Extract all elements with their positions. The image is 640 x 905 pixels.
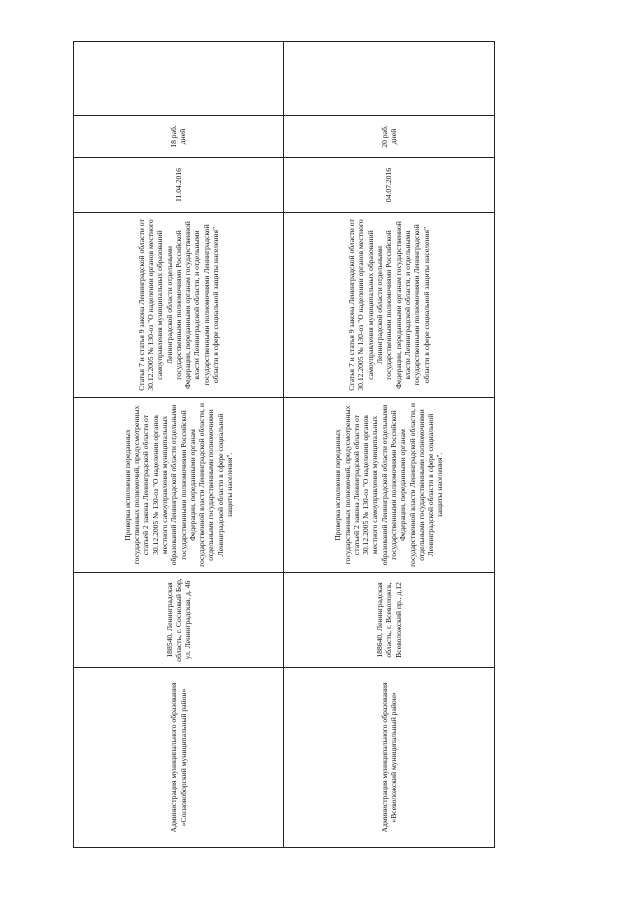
basis-cell: Статья 7 и статья 9 закона Ленинградской области от 30.12.2005 № 130-оз "О наделении органов местного самоуправления муниципальных образований Ленинградской области отдельными государственными полномочиями Российской Федерации, переданными органам государственной власти Ленинградской области, и отдельными государственными полномочиями Ленинградской области в сфере социальной защиты населения" xyxy=(284,213,495,398)
note-cell xyxy=(74,42,284,116)
subject-cell: Проверка исполнения переданных государственных полномочий, предусмотренных статьей 2 закона Ленинградской области от 30.12.2005 № 130-оз "О наделении органов местного самоуправления муниципальных образований Ленинградской области отдельными государственными полномочиями Российской Федерации, переданными органам государственной власти Ленинградской области, и отдельными государственными полномочиями Ленинградской области в сфере социальной защиты населения". xyxy=(284,398,495,573)
duration-cell xyxy=(74,116,284,158)
address-cell: 188540, Ленинградская область, г. Сосновый Бор, ул. Ленинградская, д. 46 xyxy=(74,573,284,668)
rotated-table-container xyxy=(73,42,484,848)
table-row xyxy=(74,42,284,848)
duration-cell xyxy=(284,116,495,158)
date-cell: 11.04.2016 xyxy=(74,158,284,213)
table-row xyxy=(284,42,495,848)
duration-text: 18 раб. дней xyxy=(169,125,188,148)
duration-text: 20 раб. дней xyxy=(379,125,398,148)
organization-cell: Администрация муниципального образования «Сосновоборский муниципальный район» xyxy=(74,668,284,848)
organization-cell: Администрация муниципального образования «Всеволожский муниципальный район» xyxy=(284,668,495,848)
note-cell xyxy=(284,42,495,116)
subject-cell: Проверка исполнения переданных государственных полномочий, предусмотренных статьей 2 закона Ленинградской области от 30.12.2005 № 130-оз "О наделении органов местного самоуправления муниципальных образований Ленинградской области отдельными государственными полномочиями Российской Федерации, переданными органам государственной власти Ленинградской области, и отдельными государственными полномочиями Ленинградской области в сфере социальной защиты населения". xyxy=(74,398,284,573)
date-cell: 04.07.2016 xyxy=(284,158,495,213)
address-cell: 188640, Ленинградская область, г. Всеволожск, Всеволожский пр., д.12 xyxy=(284,573,495,668)
basis-cell: Статья 7 и статья 9 закона Ленинградской области от 30.12.2005 № 130-оз "О наделении органов местного самоуправления муниципальных образований Ленинградской области отдельными государственными полномочиями Российской Федерации, переданными органам государственной власти Ленинградской области, и отдельными государственными полномочиями Ленинградской области в сфере социальной защиты населения" xyxy=(74,213,284,398)
inspection-plan-table xyxy=(73,41,495,848)
